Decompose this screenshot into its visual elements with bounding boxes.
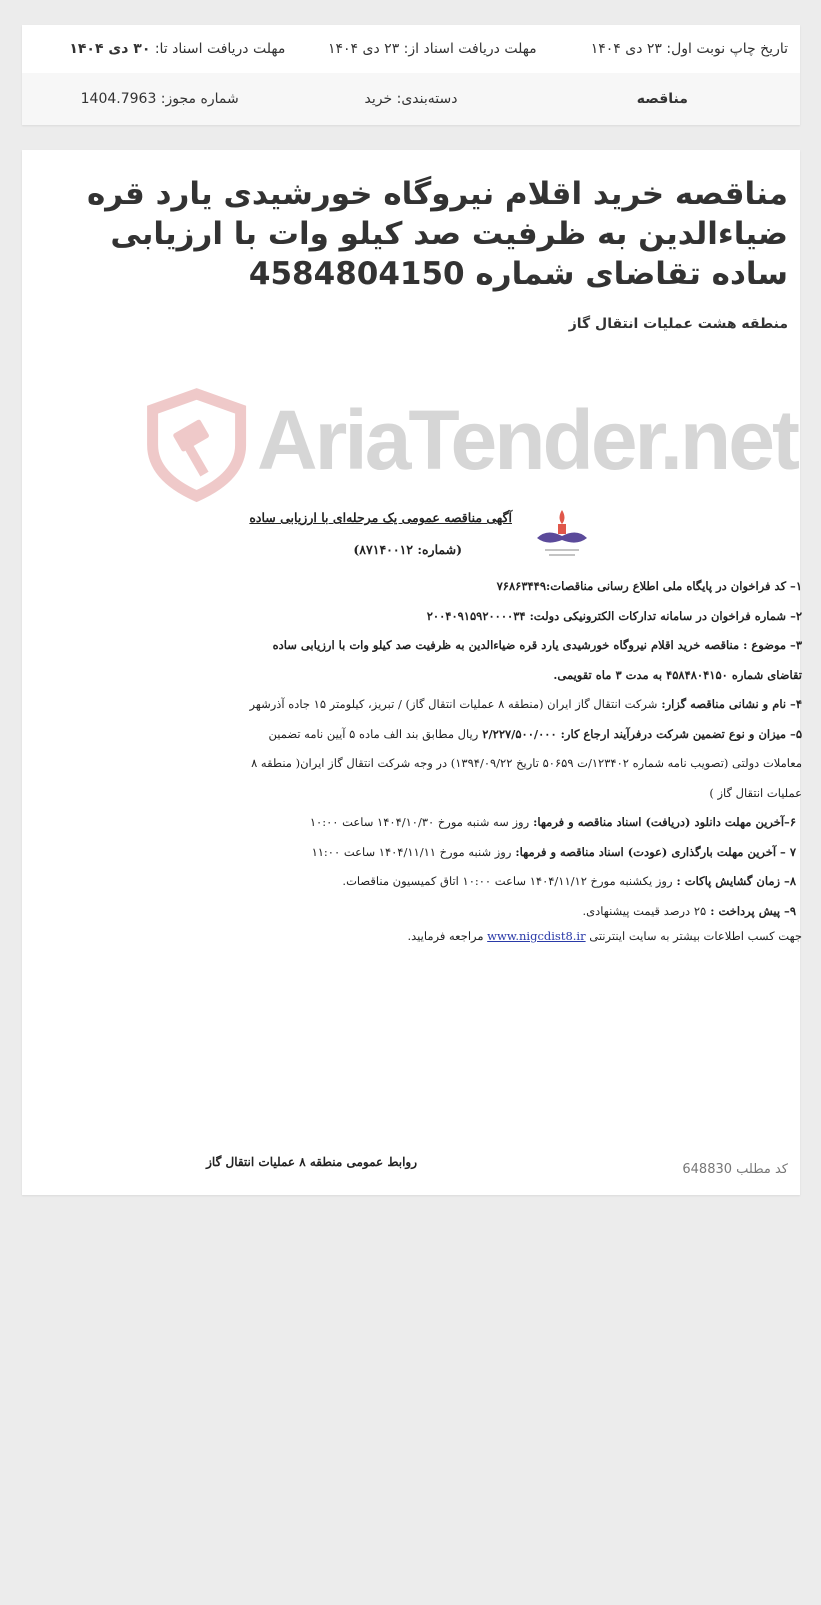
ad-line: ۴– نام و نشانی مناقصه گزار: شرکت انتقال گاز ایران (منطقه ۸ عملیات انتقال گاز) / تبریز، کیلومتر ۱۵ جاده آذرشهر — [249, 697, 802, 711]
ad-line: عملیات انتقال گاز ) — [709, 785, 802, 800]
license-number: شماره مجوز: 1404.7963 — [80, 91, 239, 107]
ad-line: ۸– زمان گشایش پاکات : روز یکشنبه مورخ ۱۴۰۴/۱۱/۱۲ ساعت ۱۰:۰۰ اتاق کمیسیون مناقصات. — [342, 874, 796, 888]
ad-line: ۵– میزان و نوع تضمین شرکت درفرآیند ارجاع کار: ۲/۲۲۷/۵۰۰/۰۰۰ ریال مطابق بند الف ماده ۵ آیین نامه تضمین — [268, 726, 802, 741]
ad-signature: روابط عمومی منطقه ۸ عملیات انتقال گاز — [206, 1155, 417, 1169]
watermark — [147, 390, 797, 500]
dates-row — [22, 25, 800, 73]
ad-line: ۱– کد فراخوان در پایگاه ملی اطلاع رسانی مناقصات:۷۶۸۶۳۴۴۹ — [496, 579, 802, 593]
ad-line: ۷ – آخرین مهلت بارگذاری (عودت) اسناد مناقصه و فرمها: روز شنبه مورخ ۱۴۰۴/۱۱/۱۱ ساعت ۱۱:۰۰ — [311, 844, 796, 859]
organization: منطقه هشت عملیات انتقال گاز — [568, 316, 788, 332]
receive-to-label: مهلت دریافت اسناد تا: — [150, 41, 286, 57]
page-title: مناقصه خرید اقلام نیروگاه خورشیدی یارد قره ضیاءالدین به ظرفیت صد کیلو وات با ارزیابی ساده تقاضای شماره 4584804150 — [86, 176, 788, 292]
ariatender-shield-icon — [147, 390, 247, 500]
category: دسته‌بندی: خرید — [364, 91, 458, 107]
ad-line: تقاضای شماره ۴۵۸۴۸۰۴۱۵۰ به مدت ۳ ماه تقویمی. — [553, 667, 802, 682]
ad-line: ۶–آخرین مهلت دانلود (دریافت) اسناد مناقصه و فرمها: روز سه شنبه مورخ ۱۴۰۴/۱۰/۳۰ ساعت ۱۰:۰۰ — [309, 815, 796, 829]
tender-content-card — [22, 150, 800, 1195]
ad-line: ۲– شماره فراخوان در سامانه تدارکات الکترونیکی دولت: ۲۰۰۴۰۹۱۵۹۲۰۰۰۰۳۴ — [426, 608, 802, 623]
nigc-logo-icon — [527, 508, 597, 560]
first-print-date: تاریخ چاپ نوبت اول: ۲۳ دی ۱۴۰۴ — [590, 41, 788, 57]
ad-line: ۹– پیش پرداخت : ۲۵ درصد قیمت پیشنهادی. — [582, 903, 796, 918]
watermark-text: AriaTender.net — [257, 393, 797, 487]
ad-number: (شماره: ۸۷۱۴۰۰۱۲) — [353, 542, 462, 557]
ad-heading: آگهی مناقصه عمومی یک مرحله‌ای با ارزیابی ساده — [249, 510, 512, 525]
receive-to-value: ۳۰ دی ۱۴۰۴ — [69, 41, 151, 57]
website-link[interactable]: www.nigcdist8.ir — [487, 929, 586, 943]
info-row — [22, 73, 800, 125]
post-code: کد مطلب 648830 — [682, 1162, 788, 1177]
ad-line: معاملات دولتی (تصویب نامه شماره ۱۲۳۴۰۲/ت ۵۰۶۵۹ تاریخ ۱۳۹۴/۰۹/۲۲) در وجه شرکت انتقال گاز ایران( منطقه ۸ — [251, 756, 802, 770]
ad-more-info: جهت کسب اطلاعات بیشتر به سایت اینترنتی www.nigcdist8.ir مراجعه فرمایید. — [407, 929, 802, 943]
ad-line: ۳– موضوع : مناقصه خرید اقلام نیروگاه خورشیدی یارد قره ضیاءالدین به ظرفیت صد کیلو وات با ارزیابی ساده — [272, 638, 802, 652]
receive-to-date — [34, 41, 285, 57]
receive-from-date: مهلت دریافت اسناد از: ۲۳ دی ۱۴۰۴ — [328, 41, 537, 57]
ad-lines — [182, 572, 802, 946]
tender-meta-card — [22, 25, 800, 125]
tender-type: مناقصه — [636, 91, 688, 107]
